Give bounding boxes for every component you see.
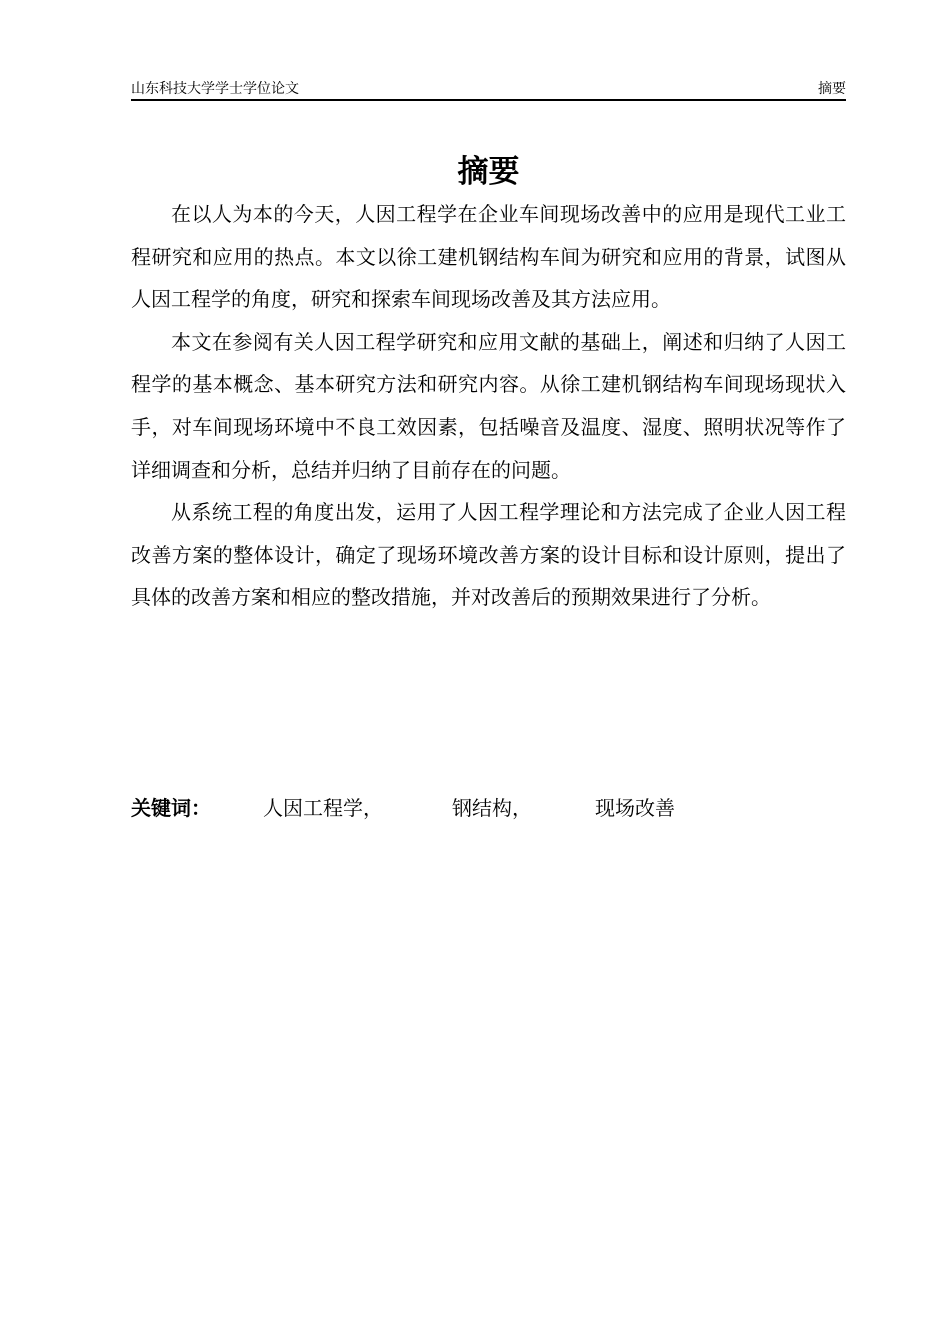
keywords-line (131, 790, 846, 826)
header-section-name: 摘要 (818, 81, 846, 97)
page-header (131, 79, 846, 101)
keyword-1: 人因工程学， (263, 796, 383, 820)
abstract-title: 摘要 (457, 154, 520, 190)
abstract-paragraph-1: 在以人为本的今天，人因工程学在企业车间现场改善中的应用是现代工业工程研究和应用的热点。本文以徐工建机钢结构车间为研究和应用的背景，试图从人因工程学的角度，研究和探索车间现场改善及其方法应用。 (131, 202, 846, 312)
keyword-3: 现场改善 (595, 796, 675, 820)
header-thesis-title: 山东科技大学学士学位论文 (131, 81, 299, 97)
abstract-paragraph-3: 从系统工程的角度出发，运用了人因工程学理论和方法完成了企业人因工程改善方案的整体设计，确定了现场环境改善方案的设计目标和设计原则，提出了具体的改善方案和相应的整改措施，并对改善后的预期效果进行了分析。 (131, 500, 846, 610)
keywords-label: 关键词： (131, 796, 211, 820)
abstract-body (131, 193, 846, 619)
abstract-paragraph-2: 本文在参阅有关人因工程学研究和应用文献的基础上，阐述和归纳了人因工程学的基本概念、基本研究方法和研究内容。从徐工建机钢结构车间现场现状入手，对车间现场环境中不良工效因素，包括噪音及温度、湿度、照明状况等作了详细调查和分析，总结并归纳了目前存在的问题。 (131, 329, 846, 482)
keyword-2: 钢结构， (452, 796, 532, 820)
